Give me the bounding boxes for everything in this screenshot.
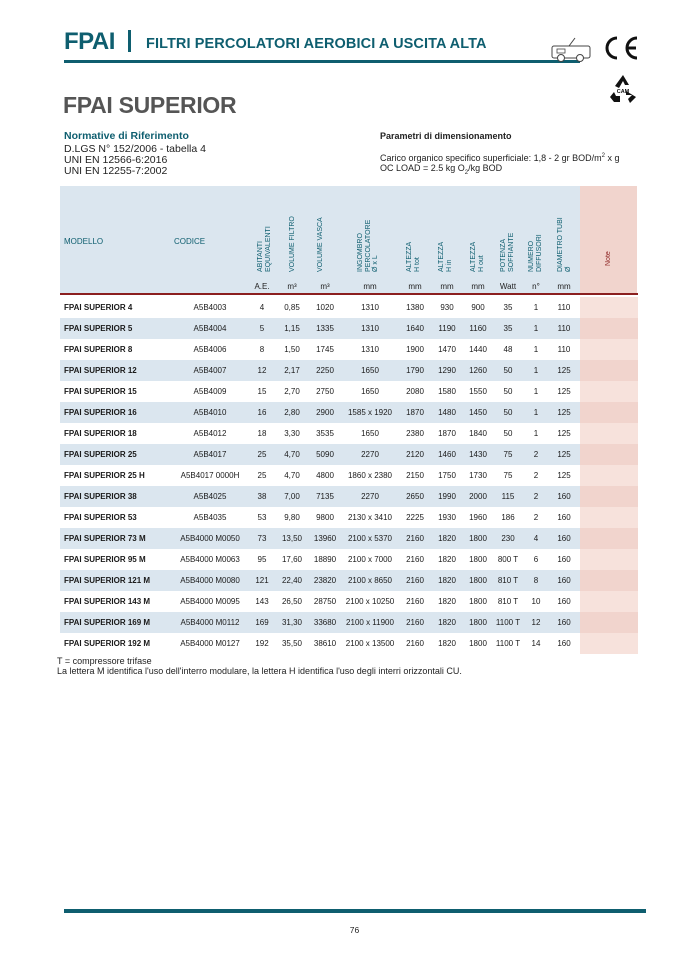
cell-potenza: 75 [503, 450, 513, 459]
cell-vol-filtro: 31,30 [281, 618, 303, 627]
cell-h-out: 1960 [469, 513, 487, 522]
cell-vol-vasca: 2750 [316, 387, 334, 396]
table-row [60, 339, 638, 360]
cell-h-in: 1930 [438, 513, 456, 522]
cell-model: FPAI SUPERIOR 143 M [64, 597, 151, 606]
table-row [60, 402, 638, 423]
cell-note [580, 591, 638, 612]
cell-h-tot: 1380 [406, 303, 424, 312]
cell-model: FPAI SUPERIOR 25 H [64, 471, 145, 480]
cell-vol-filtro: 22,40 [281, 576, 303, 585]
unit-potenza: Watt [499, 282, 517, 291]
cell-model: FPAI SUPERIOR 12 [64, 366, 137, 375]
table-row [60, 486, 638, 507]
cell-diametro: 160 [557, 534, 571, 543]
cell-h-tot: 2380 [406, 429, 424, 438]
cell-h-out: 1550 [469, 387, 487, 396]
cell-ae: 12 [257, 366, 267, 375]
cell-model: FPAI SUPERIOR 8 [64, 345, 133, 354]
cell-h-in: 1470 [438, 345, 456, 354]
cell-vol-filtro: 2,70 [284, 387, 300, 396]
cell-model: FPAI SUPERIOR 53 [64, 513, 137, 522]
cell-ingombro: 2130 x 3410 [347, 513, 393, 522]
cell-note [580, 360, 638, 381]
cell-note [580, 297, 638, 318]
cam-recycle-icon [606, 72, 640, 106]
cell-potenza: 810 T [497, 597, 519, 606]
cell-potenza: 50 [503, 387, 513, 396]
machine-icon [549, 36, 595, 64]
cell-ae: 53 [257, 513, 267, 522]
header-code: CODICE [174, 237, 206, 246]
cell-note [580, 486, 638, 507]
cell-vol-vasca: 4800 [316, 471, 334, 480]
cell-h-tot: 1900 [406, 345, 424, 354]
cell-note [580, 507, 638, 528]
cell-vol-vasca: 13960 [313, 534, 337, 543]
cell-h-tot: 2160 [406, 597, 424, 606]
cell-h-in: 1290 [438, 366, 456, 375]
cell-vol-filtro: 4,70 [284, 471, 300, 480]
cell-ingombro: 2100 x 13500 [345, 639, 395, 648]
cell-ae: 121 [255, 576, 269, 585]
cell-code: A5B4006 [193, 345, 227, 354]
cell-vol-filtro: 1,50 [284, 345, 300, 354]
cell-h-out: 900 [471, 303, 485, 312]
cell-diametro: 125 [557, 450, 571, 459]
cell-h-out: 1800 [469, 618, 487, 627]
cell-code: A5B4000 M0127 [180, 639, 240, 648]
cell-diametro: 125 [557, 366, 571, 375]
unit-ingombro: mm [363, 282, 377, 291]
cell-vol-filtro: 35,50 [281, 639, 303, 648]
cell-ingombro: 2100 x 5370 [347, 534, 393, 543]
parameters-line-2: OC LOAD = 2.5 kg $O_2/kg$ BOD [380, 163, 503, 176]
cell-h-tot: 2120 [406, 450, 424, 459]
cell-h-out: 1430 [469, 450, 487, 459]
table-row [60, 612, 638, 633]
cell-vol-vasca: 1745 [316, 345, 334, 354]
header-volume-filtro: VOLUME FILTRO [289, 216, 296, 272]
unit-h-out: mm [471, 282, 485, 291]
cell-h-tot: 2160 [406, 639, 424, 648]
cell-h-out: 1800 [469, 534, 487, 543]
table-row [60, 444, 638, 465]
cell-ingombro: 2100 x 7000 [347, 555, 393, 564]
cell-potenza: 1100 T [495, 618, 521, 627]
cell-diffusori: 2 [533, 513, 539, 522]
cell-h-out: 1800 [469, 597, 487, 606]
cell-model: FPAI SUPERIOR 38 [64, 492, 137, 501]
cell-potenza: 810 T [497, 576, 519, 585]
cell-diffusori: 2 [533, 471, 539, 480]
cell-vol-filtro: 7,00 [284, 492, 300, 501]
cell-ingombro: 1585 x 1920 [347, 408, 393, 417]
header-potenza: POTENZA SOFFIANTE [500, 232, 515, 272]
cell-h-in: 1820 [438, 618, 456, 627]
cell-model: FPAI SUPERIOR 15 [64, 387, 137, 396]
cell-note [580, 444, 638, 465]
cell-h-tot: 2160 [406, 576, 424, 585]
cell-diametro: 125 [557, 429, 571, 438]
cell-code: A5B4025 [193, 492, 227, 501]
cell-potenza: 35 [503, 324, 513, 333]
cell-note [580, 423, 638, 444]
unit-h-tot: mm [408, 282, 422, 291]
cell-h-in: 1820 [438, 597, 456, 606]
cell-diffusori: 2 [533, 492, 539, 501]
cell-note [580, 633, 638, 654]
parameters-line-1: Carico organico specifico superficiale: 1,8 - 2 gr BOD/$m^2$ x g [380, 153, 620, 163]
table-header-note-column [580, 186, 637, 293]
cell-vol-filtro: 13,50 [281, 534, 303, 543]
cell-potenza: 186 [501, 513, 515, 522]
cell-ingombro: 1310 [361, 324, 379, 333]
cell-code: A5B4000 M0112 [180, 618, 240, 627]
brand-separator [128, 30, 131, 52]
cell-model: FPAI SUPERIOR 4 [64, 303, 133, 312]
cell-diametro: 160 [557, 492, 571, 501]
table-row [60, 423, 638, 444]
table-row [60, 633, 638, 654]
cell-potenza: 50 [503, 408, 513, 417]
cell-h-in: 1190 [438, 324, 456, 333]
cell-h-out: 1840 [469, 429, 487, 438]
cell-vol-vasca: 18890 [313, 555, 337, 564]
cell-code: A5B4035 [193, 513, 227, 522]
cell-h-in: 1820 [438, 534, 456, 543]
cell-potenza: 48 [503, 345, 513, 354]
cell-potenza: 75 [503, 471, 513, 480]
header-h-out: ALTEZZA H out [470, 241, 485, 272]
footer-rule [64, 909, 646, 913]
cell-diametro: 110 [557, 345, 571, 354]
cell-diffusori: 8 [533, 576, 539, 585]
cell-ingombro: 1860 x 2380 [347, 471, 393, 480]
cell-note [580, 528, 638, 549]
table-row [60, 297, 638, 318]
cell-note [580, 612, 638, 633]
cell-h-out: 1800 [469, 639, 487, 648]
cell-ingombro: 1650 [361, 387, 379, 396]
cell-h-tot: 2160 [406, 618, 424, 627]
cell-ingombro: 2270 [361, 450, 379, 459]
brand-name: FPAI [64, 28, 115, 55]
cell-model: FPAI SUPERIOR 25 [64, 450, 137, 459]
header-rule [64, 60, 580, 63]
cell-h-in: 1820 [438, 555, 456, 564]
cell-diametro: 160 [557, 618, 571, 627]
cell-vol-filtro: 2,17 [284, 366, 300, 375]
unit-vol-filtro: m³ [287, 282, 297, 291]
table-row [60, 591, 638, 612]
cell-vol-vasca: 3535 [316, 429, 334, 438]
header-abitanti: ABITANTI EQUIVALENTI [257, 226, 272, 272]
cell-vol-vasca: 28750 [313, 597, 337, 606]
normative-line: UNI EN 12566-6:2016 [64, 154, 168, 166]
cell-note [580, 402, 638, 423]
cell-potenza: 115 [501, 492, 515, 501]
cell-code: A5B4010 [193, 408, 227, 417]
cell-h-tot: 1870 [406, 408, 424, 417]
cell-code: A5B4017 0000H [180, 471, 240, 480]
cell-ae: 143 [255, 597, 269, 606]
cell-model: FPAI SUPERIOR 95 M [64, 555, 146, 564]
cell-potenza: 50 [503, 366, 513, 375]
cell-ingombro: 2270 [361, 492, 379, 501]
cell-vol-vasca: 9800 [316, 513, 334, 522]
cell-diffusori: 4 [533, 534, 539, 543]
cell-diffusori: 1 [533, 324, 539, 333]
table-row [60, 465, 638, 486]
cell-diffusori: 10 [531, 597, 541, 606]
cell-vol-vasca: 33680 [313, 618, 337, 627]
cell-model: FPAI SUPERIOR 73 M [64, 534, 146, 543]
cell-h-in: 1460 [438, 450, 456, 459]
page-number: 76 [349, 925, 360, 935]
cell-ae: 38 [257, 492, 267, 501]
footnote: T = compressore trifase [57, 656, 152, 666]
cell-note [580, 318, 638, 339]
cell-h-in: 1580 [438, 387, 456, 396]
cell-h-in: 1750 [438, 471, 456, 480]
cell-model: FPAI SUPERIOR 16 [64, 408, 137, 417]
cell-diametro: 125 [557, 387, 571, 396]
cell-potenza: 230 [501, 534, 515, 543]
cell-note [580, 465, 638, 486]
cell-ae: 95 [257, 555, 267, 564]
header-ingombro: INGOMBRO PERCOLATORE Ø x L [357, 219, 379, 272]
cell-ae: 4 [259, 303, 265, 312]
cell-diametro: 160 [557, 555, 571, 564]
cell-ae: 5 [259, 324, 265, 333]
cell-vol-filtro: 1,15 [284, 324, 300, 333]
cell-vol-filtro: 9,80 [284, 513, 300, 522]
cell-h-in: 1480 [438, 408, 456, 417]
cell-h-tot: 1640 [406, 324, 424, 333]
cell-vol-vasca: 5090 [316, 450, 334, 459]
cell-vol-vasca: 1335 [316, 324, 334, 333]
parameters-heading: Parametri di dimensionamento [380, 131, 512, 141]
cell-h-out: 1800 [469, 576, 487, 585]
cell-ae: 25 [257, 471, 267, 480]
table-row [60, 528, 638, 549]
cell-potenza: 35 [503, 303, 513, 312]
table-row [60, 570, 638, 591]
unit-diffusori: n° [532, 282, 540, 291]
cell-ae: 73 [257, 534, 267, 543]
cell-diametro: 125 [557, 471, 571, 480]
cell-note [580, 570, 638, 591]
cell-code: A5B4004 [193, 324, 227, 333]
cell-note [580, 339, 638, 360]
cell-h-tot: 2225 [406, 513, 424, 522]
cell-ae: 8 [259, 345, 265, 354]
cell-code: A5B4000 M0063 [180, 555, 240, 564]
cell-vol-filtro: 2,80 [284, 408, 300, 417]
cell-h-tot: 2650 [406, 492, 424, 501]
cell-vol-vasca: 7135 [316, 492, 334, 501]
cell-h-in: 1990 [438, 492, 456, 501]
cell-model: FPAI SUPERIOR 121 M [64, 576, 151, 585]
cell-diametro: 160 [557, 576, 571, 585]
cell-model: FPAI SUPERIOR 18 [64, 429, 137, 438]
table-row [60, 360, 638, 381]
cell-h-out: 1730 [469, 471, 487, 480]
cell-diffusori: 2 [533, 450, 539, 459]
cell-ingombro: 1310 [361, 345, 379, 354]
cell-diffusori: 6 [533, 555, 539, 564]
normative-heading: Normative di Riferimento [64, 130, 189, 142]
cell-diametro: 125 [557, 408, 571, 417]
footnote: La lettera M identifica l'uso dell'interro modulare, la lettera H identifica l'uso degli interri orizzontali CU. [57, 666, 462, 676]
cell-ingombro: 2100 x 10250 [345, 597, 395, 606]
cell-note [580, 549, 638, 570]
normative-line: UNI EN 12255-7:2002 [64, 165, 168, 177]
cell-ae: 15 [257, 387, 267, 396]
cell-diffusori: 1 [533, 345, 539, 354]
header-diffusori: NUMERO DIFFUSORI [528, 234, 543, 272]
cell-h-out: 1800 [469, 555, 487, 564]
cell-ingombro: 1310 [361, 303, 379, 312]
header-h-tot: ALTEZZA H tot [406, 241, 421, 272]
page-title: FPAI SUPERIOR [63, 92, 237, 118]
cell-diametro: 160 [557, 597, 571, 606]
cell-diametro: 160 [557, 639, 571, 648]
cell-code: A5B4017 [193, 450, 227, 459]
cell-h-out: 1260 [469, 366, 487, 375]
cell-model: FPAI SUPERIOR 5 [64, 324, 133, 333]
header-note: Note [605, 251, 612, 266]
cell-h-tot: 2160 [406, 555, 424, 564]
cell-ingombro: 1650 [361, 429, 379, 438]
cell-potenza: 800 T [497, 555, 519, 564]
cell-ingombro: 2100 x 8650 [347, 576, 393, 585]
cell-vol-filtro: 3,30 [284, 429, 300, 438]
cell-vol-filtro: 0,85 [284, 303, 300, 312]
unit-ae: A.E. [254, 282, 270, 291]
cell-h-tot: 1790 [406, 366, 424, 375]
cell-diffusori: 1 [533, 366, 539, 375]
cell-vol-filtro: 26,50 [281, 597, 303, 606]
header-volume-vasca: VOLUME VASCA [317, 217, 324, 272]
cell-diffusori: 1 [533, 408, 539, 417]
unit-vol-vasca: m³ [320, 282, 330, 291]
unit-h-in: mm [440, 282, 454, 291]
cell-code: A5B4009 [193, 387, 227, 396]
cell-note [580, 381, 638, 402]
cell-model: FPAI SUPERIOR 169 M [64, 618, 151, 627]
cell-model: FPAI SUPERIOR 192 M [64, 639, 151, 648]
cell-potenza: 50 [503, 429, 513, 438]
cell-vol-vasca: 2250 [316, 366, 334, 375]
cell-vol-filtro: 17,60 [281, 555, 303, 564]
cell-code: A5B4000 M0080 [180, 576, 240, 585]
brand-subtitle: FILTRI PERCOLATORI AEROBICI A USCITA ALTA [146, 36, 487, 52]
cell-diffusori: 1 [533, 429, 539, 438]
cell-vol-filtro: 4,70 [284, 450, 300, 459]
cell-code: A5B4000 M0095 [180, 597, 240, 606]
cell-vol-vasca: 38610 [313, 639, 337, 648]
cell-h-out: 1160 [469, 324, 487, 333]
cell-h-out: 2000 [469, 492, 487, 501]
cell-h-in: 930 [440, 303, 454, 312]
cell-h-out: 1450 [469, 408, 487, 417]
cell-potenza: 1100 T [495, 639, 521, 648]
cell-vol-vasca: 2900 [316, 408, 334, 417]
cell-ae: 25 [257, 450, 267, 459]
header-diametro: DIAMETRO TUBI Ø [557, 217, 572, 272]
cell-h-tot: 2150 [406, 471, 424, 480]
table-row [60, 549, 638, 570]
header-h-in: ALTEZZA H in [438, 241, 453, 272]
cell-h-in: 1820 [438, 576, 456, 585]
cell-diametro: 110 [557, 324, 571, 333]
cell-h-in: 1870 [438, 429, 456, 438]
cell-code: A5B4003 [193, 303, 227, 312]
cell-vol-vasca: 23820 [313, 576, 337, 585]
cell-ingombro: 1650 [361, 366, 379, 375]
cell-code: A5B4012 [193, 429, 227, 438]
cell-code: A5B4000 M0050 [180, 534, 240, 543]
cell-diffusori: 12 [531, 618, 541, 627]
header-rule-accent [60, 293, 638, 295]
cell-diffusori: 1 [533, 387, 539, 396]
cam-label: CAM [616, 89, 630, 95]
table-row [60, 381, 638, 402]
cell-diffusori: 14 [531, 639, 541, 648]
cell-ae: 18 [257, 429, 267, 438]
header-model: MODELLO [64, 237, 104, 246]
cell-diametro: 160 [557, 513, 571, 522]
cell-h-out: 1440 [469, 345, 487, 354]
cell-diffusori: 1 [533, 303, 539, 312]
table-row [60, 507, 638, 528]
cell-ingombro: 2100 x 11900 [346, 618, 394, 627]
cell-ae: 192 [255, 639, 269, 648]
cell-ae: 16 [257, 408, 267, 417]
cell-h-tot: 2160 [406, 534, 424, 543]
cell-vol-vasca: 1020 [316, 303, 334, 312]
cell-diametro: 110 [557, 303, 571, 312]
table-row [60, 318, 638, 339]
cell-h-in: 1820 [438, 639, 456, 648]
cell-code: A5B4007 [193, 366, 227, 375]
cell-ae: 169 [255, 618, 269, 627]
normative-line: D.LGS N° 152/2006 - tabella 4 [64, 143, 206, 155]
unit-diametro: mm [557, 282, 571, 291]
cell-h-tot: 2080 [406, 387, 424, 396]
ce-mark-icon [600, 34, 640, 62]
